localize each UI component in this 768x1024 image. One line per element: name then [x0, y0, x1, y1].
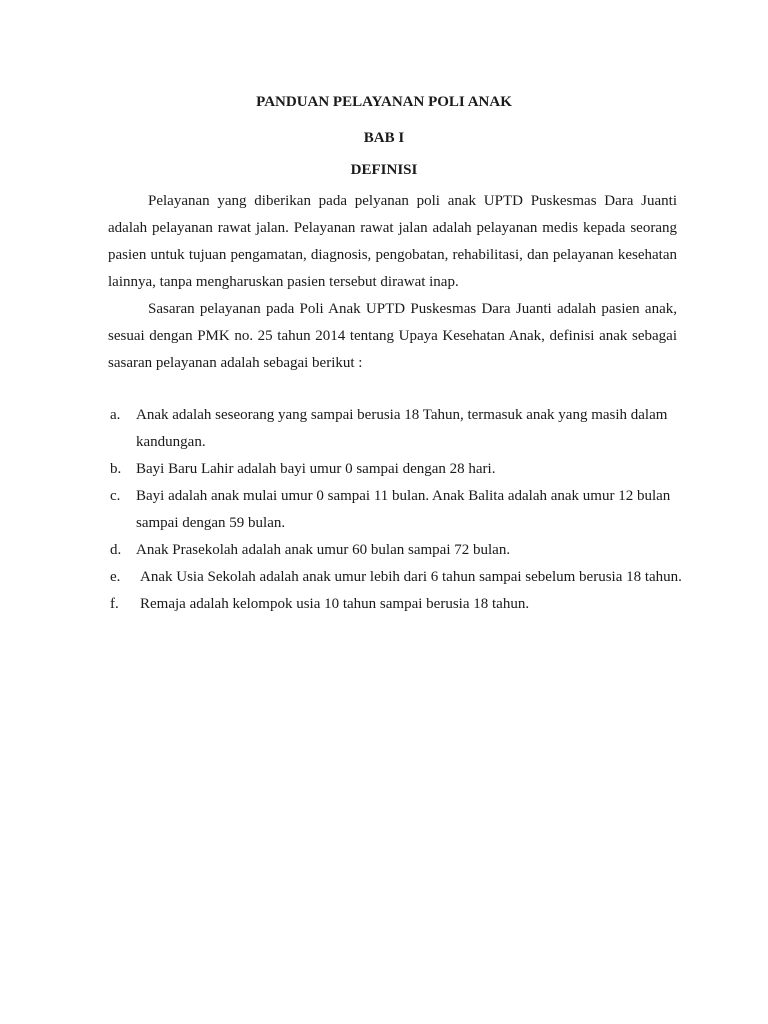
- list-item: [110, 591, 690, 618]
- list-item: [110, 564, 690, 591]
- list-marker: e.: [110, 569, 121, 585]
- list-item-text: Anak Usia Sekolah adalah anak umur lebih dari 6 tahun sampai sebelum berusia 18 tahun.: [140, 569, 682, 585]
- chapter-heading: BAB I: [363, 130, 405, 146]
- list-item-text: Remaja adalah kelompok usia 10 tahun sampai berusia 18 tahun.: [140, 596, 530, 612]
- section-heading: DEFINISI: [350, 162, 418, 178]
- list-item: [110, 402, 690, 456]
- list-marker: f.: [110, 596, 119, 612]
- list-marker: b.: [110, 461, 122, 477]
- list-item: [110, 483, 690, 537]
- list-item: [110, 456, 690, 483]
- list-marker: d.: [110, 542, 122, 558]
- definition-list: [110, 402, 690, 618]
- paragraph-2: Sasaran pelayanan pada Poli Anak UPTD Puskesmas Dara Juanti adalah pasien anak, sesuai dengan PMK no. 25 tahun 2014 tentang Upaya Kesehatan Anak, definisi anak sebagai sasaran pelayanan adalah sebagai berikut :: [108, 301, 677, 371]
- list-item-text: Anak Prasekolah adalah anak umur 60 bulan sampai 72 bulan.: [136, 542, 511, 558]
- list-item-text: Bayi adalah anak mulai umur 0 sampai 11 bulan. Anak Balita adalah anak umur 12 bulan sampai dengan 59 bulan.: [136, 488, 671, 531]
- list-marker: a.: [110, 407, 121, 423]
- document-title: PANDUAN PELAYANAN POLI ANAK: [256, 94, 512, 110]
- list-marker: c.: [110, 488, 121, 504]
- list-item-text: Bayi Baru Lahir adalah bayi umur 0 sampai dengan 28 hari.: [136, 461, 496, 477]
- list-item: [110, 537, 690, 564]
- paragraph-1: Pelayanan yang diberikan pada pelyanan poli anak UPTD Puskesmas Dara Juanti adalah pelayanan rawat jalan. Pelayanan rawat jalan adalah pelayanan medis kepada seorang pasien untuk tujuan pengamatan, diagnosis, pengobatan, rehabilitasi, dan pelayanan kesehatan lainnya, tanpa mengharuskan pasien tersebut dirawat inap.: [108, 193, 677, 290]
- list-item-text: Anak adalah seseorang yang sampai berusia 18 Tahun, termasuk anak yang masih dalam kandungan.: [136, 407, 668, 450]
